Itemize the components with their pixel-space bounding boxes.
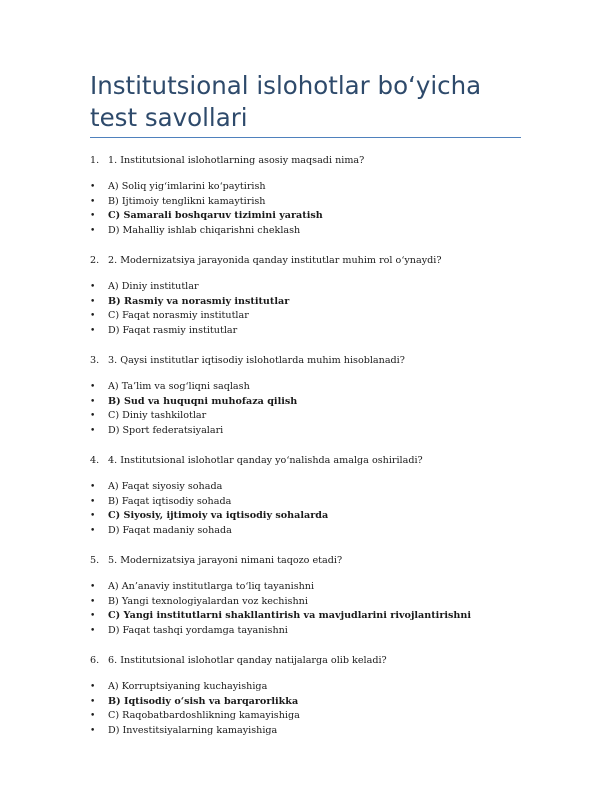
option-item: [90, 580, 530, 595]
question-text: 5. Modernizatsiya jarayoni nimani taqozo etadi?: [108, 555, 343, 566]
bullet-icon: •: [90, 582, 96, 592]
option-text: B) Faqat iqtisodiy sohada: [108, 495, 232, 507]
title-underline: [90, 137, 521, 138]
option-text: B) Yangi texnologiyalardan voz kechishni: [108, 595, 308, 607]
bullet-icon: •: [90, 196, 96, 207]
bullet-icon: •: [90, 282, 96, 292]
question-block: [90, 252, 530, 338]
bullet-icon: •: [90, 211, 96, 221]
option-text: A) Diniy institutlar: [108, 281, 199, 292]
option-item: [90, 195, 530, 210]
option-item: [90, 680, 530, 695]
option-item: [90, 595, 530, 610]
bullet-icon: •: [90, 596, 96, 607]
question-number: 3.: [90, 355, 100, 366]
question-block: [90, 152, 530, 238]
option-text: B) Iqtisodiy o‘sish va barqarorlikka: [108, 695, 299, 707]
option-item: [90, 624, 530, 639]
option-item: [90, 280, 530, 295]
option-item-correct: [90, 209, 530, 224]
question: [90, 252, 530, 270]
option-item: [90, 724, 530, 739]
option-text: A) Soliq yig‘imlarini ko‘paytirish: [108, 181, 266, 192]
option-text: A) Faqat siyosiy sohada: [108, 481, 223, 492]
bullet-icon: •: [90, 425, 96, 436]
option-text: C) Faqat norasmiy institutlar: [108, 310, 249, 321]
option-item: [90, 480, 530, 495]
question: [90, 152, 530, 170]
question-text: 3. Qaysi institutlar iqtisodiy islohotlarda muhim hisoblanadi?: [108, 355, 405, 366]
bullet-icon: •: [90, 525, 96, 536]
option-item: [90, 495, 530, 510]
option-text: D) Sport federatsiyalari: [108, 424, 224, 436]
option-item: [90, 409, 530, 424]
question-block: [90, 452, 530, 538]
bullet-icon: •: [90, 682, 96, 692]
option-item-correct: [90, 695, 530, 710]
question-block: [90, 552, 530, 638]
option-item-correct: [90, 609, 530, 624]
question-text: 6. Institutsional islohotlar qanday natijalarga olib keladi?: [108, 655, 387, 666]
option-text: B) Rasmiy va norasmiy institutlar: [108, 295, 290, 307]
question-text: 2. Modernizatsiya jarayonida qanday institutlar muhim rol o‘ynaydi?: [108, 255, 442, 266]
question-number: 4.: [90, 455, 100, 466]
bullet-icon: •: [90, 225, 96, 236]
document-title: Institutsional islohotlar bo‘yicha test savollari: [90, 71, 482, 132]
option-text: D) Faqat madaniy sohada: [108, 524, 232, 536]
option-text: C) Yangi institutlarni shakllantirish va mavjudlarini rivojlantirishni: [108, 610, 472, 621]
option-text: B) Sud va huquqni muhofaza qilish: [108, 395, 298, 407]
option-item: [90, 224, 530, 239]
bullet-icon: •: [90, 325, 96, 336]
bullet-icon: •: [90, 296, 96, 307]
bullet-icon: •: [90, 311, 96, 321]
bullet-icon: •: [90, 611, 96, 621]
option-text: A) An’anaviy institutlarga to‘liq tayanishni: [108, 581, 315, 592]
question-number: 6.: [90, 655, 100, 666]
option-list: [90, 180, 530, 238]
question-list: [90, 152, 530, 752]
question-text: 1. Institutsional islohotlarning asosiy maqsadi nima?: [108, 155, 365, 166]
option-item: [90, 380, 530, 395]
option-text: B) Ijtimoiy tenglikni kamaytirish: [108, 195, 266, 207]
question: [90, 652, 530, 670]
bullet-icon: •: [90, 396, 96, 407]
option-item: [90, 709, 530, 724]
option-text: D) Investitsiyalarning kamayishiga: [108, 724, 278, 736]
bullet-icon: •: [90, 725, 96, 736]
option-text: C) Siyosiy, ijtimoiy va iqtisodiy sohalarda: [108, 510, 329, 521]
option-list: [90, 380, 530, 438]
option-list: [90, 680, 530, 738]
bullet-icon: •: [90, 182, 96, 192]
option-text: C) Diniy tashkilotlar: [108, 410, 207, 421]
option-item: [90, 180, 530, 195]
option-text: A) Korruptsiyaning kuchayishiga: [108, 681, 268, 692]
option-item-correct: [90, 509, 530, 524]
bullet-icon: •: [90, 625, 96, 636]
question-number: 2.: [90, 255, 100, 266]
option-text: A) Ta’lim va sog‘liqni saqlash: [108, 381, 250, 392]
question-block: [90, 352, 530, 438]
bullet-icon: •: [90, 411, 96, 421]
option-item: [90, 324, 530, 339]
option-item-correct: [90, 295, 530, 310]
bullet-icon: •: [90, 496, 96, 507]
bullet-icon: •: [90, 511, 96, 521]
option-item: [90, 524, 530, 539]
option-text: D) Faqat tashqi yordamga tayanishni: [108, 624, 288, 636]
question: [90, 452, 530, 470]
bullet-icon: •: [90, 696, 96, 707]
bullet-icon: •: [90, 482, 96, 492]
question-block: [90, 652, 530, 738]
question-number: 1.: [90, 155, 100, 166]
bullet-icon: •: [90, 711, 96, 721]
bullet-icon: •: [90, 382, 96, 392]
option-text: D) Faqat rasmiy institutlar: [108, 324, 238, 336]
option-item-correct: [90, 395, 530, 410]
option-list: [90, 580, 530, 638]
question: [90, 552, 530, 570]
question-number: 5.: [90, 555, 100, 566]
option-list: [90, 280, 530, 338]
option-item: [90, 309, 530, 324]
option-text: C) Samarali boshqaruv tizimini yaratish: [108, 210, 323, 221]
option-item: [90, 424, 530, 439]
question: [90, 352, 530, 370]
option-list: [90, 480, 530, 538]
option-text: D) Mahalliy ishlab chiqarishni cheklash: [108, 224, 301, 236]
option-text: C) Raqobatbardoshlikning kamayishiga: [108, 710, 300, 721]
question-text: 4. Institutsional islohotlar qanday yo‘nalishda amalga oshiriladi?: [108, 455, 423, 466]
